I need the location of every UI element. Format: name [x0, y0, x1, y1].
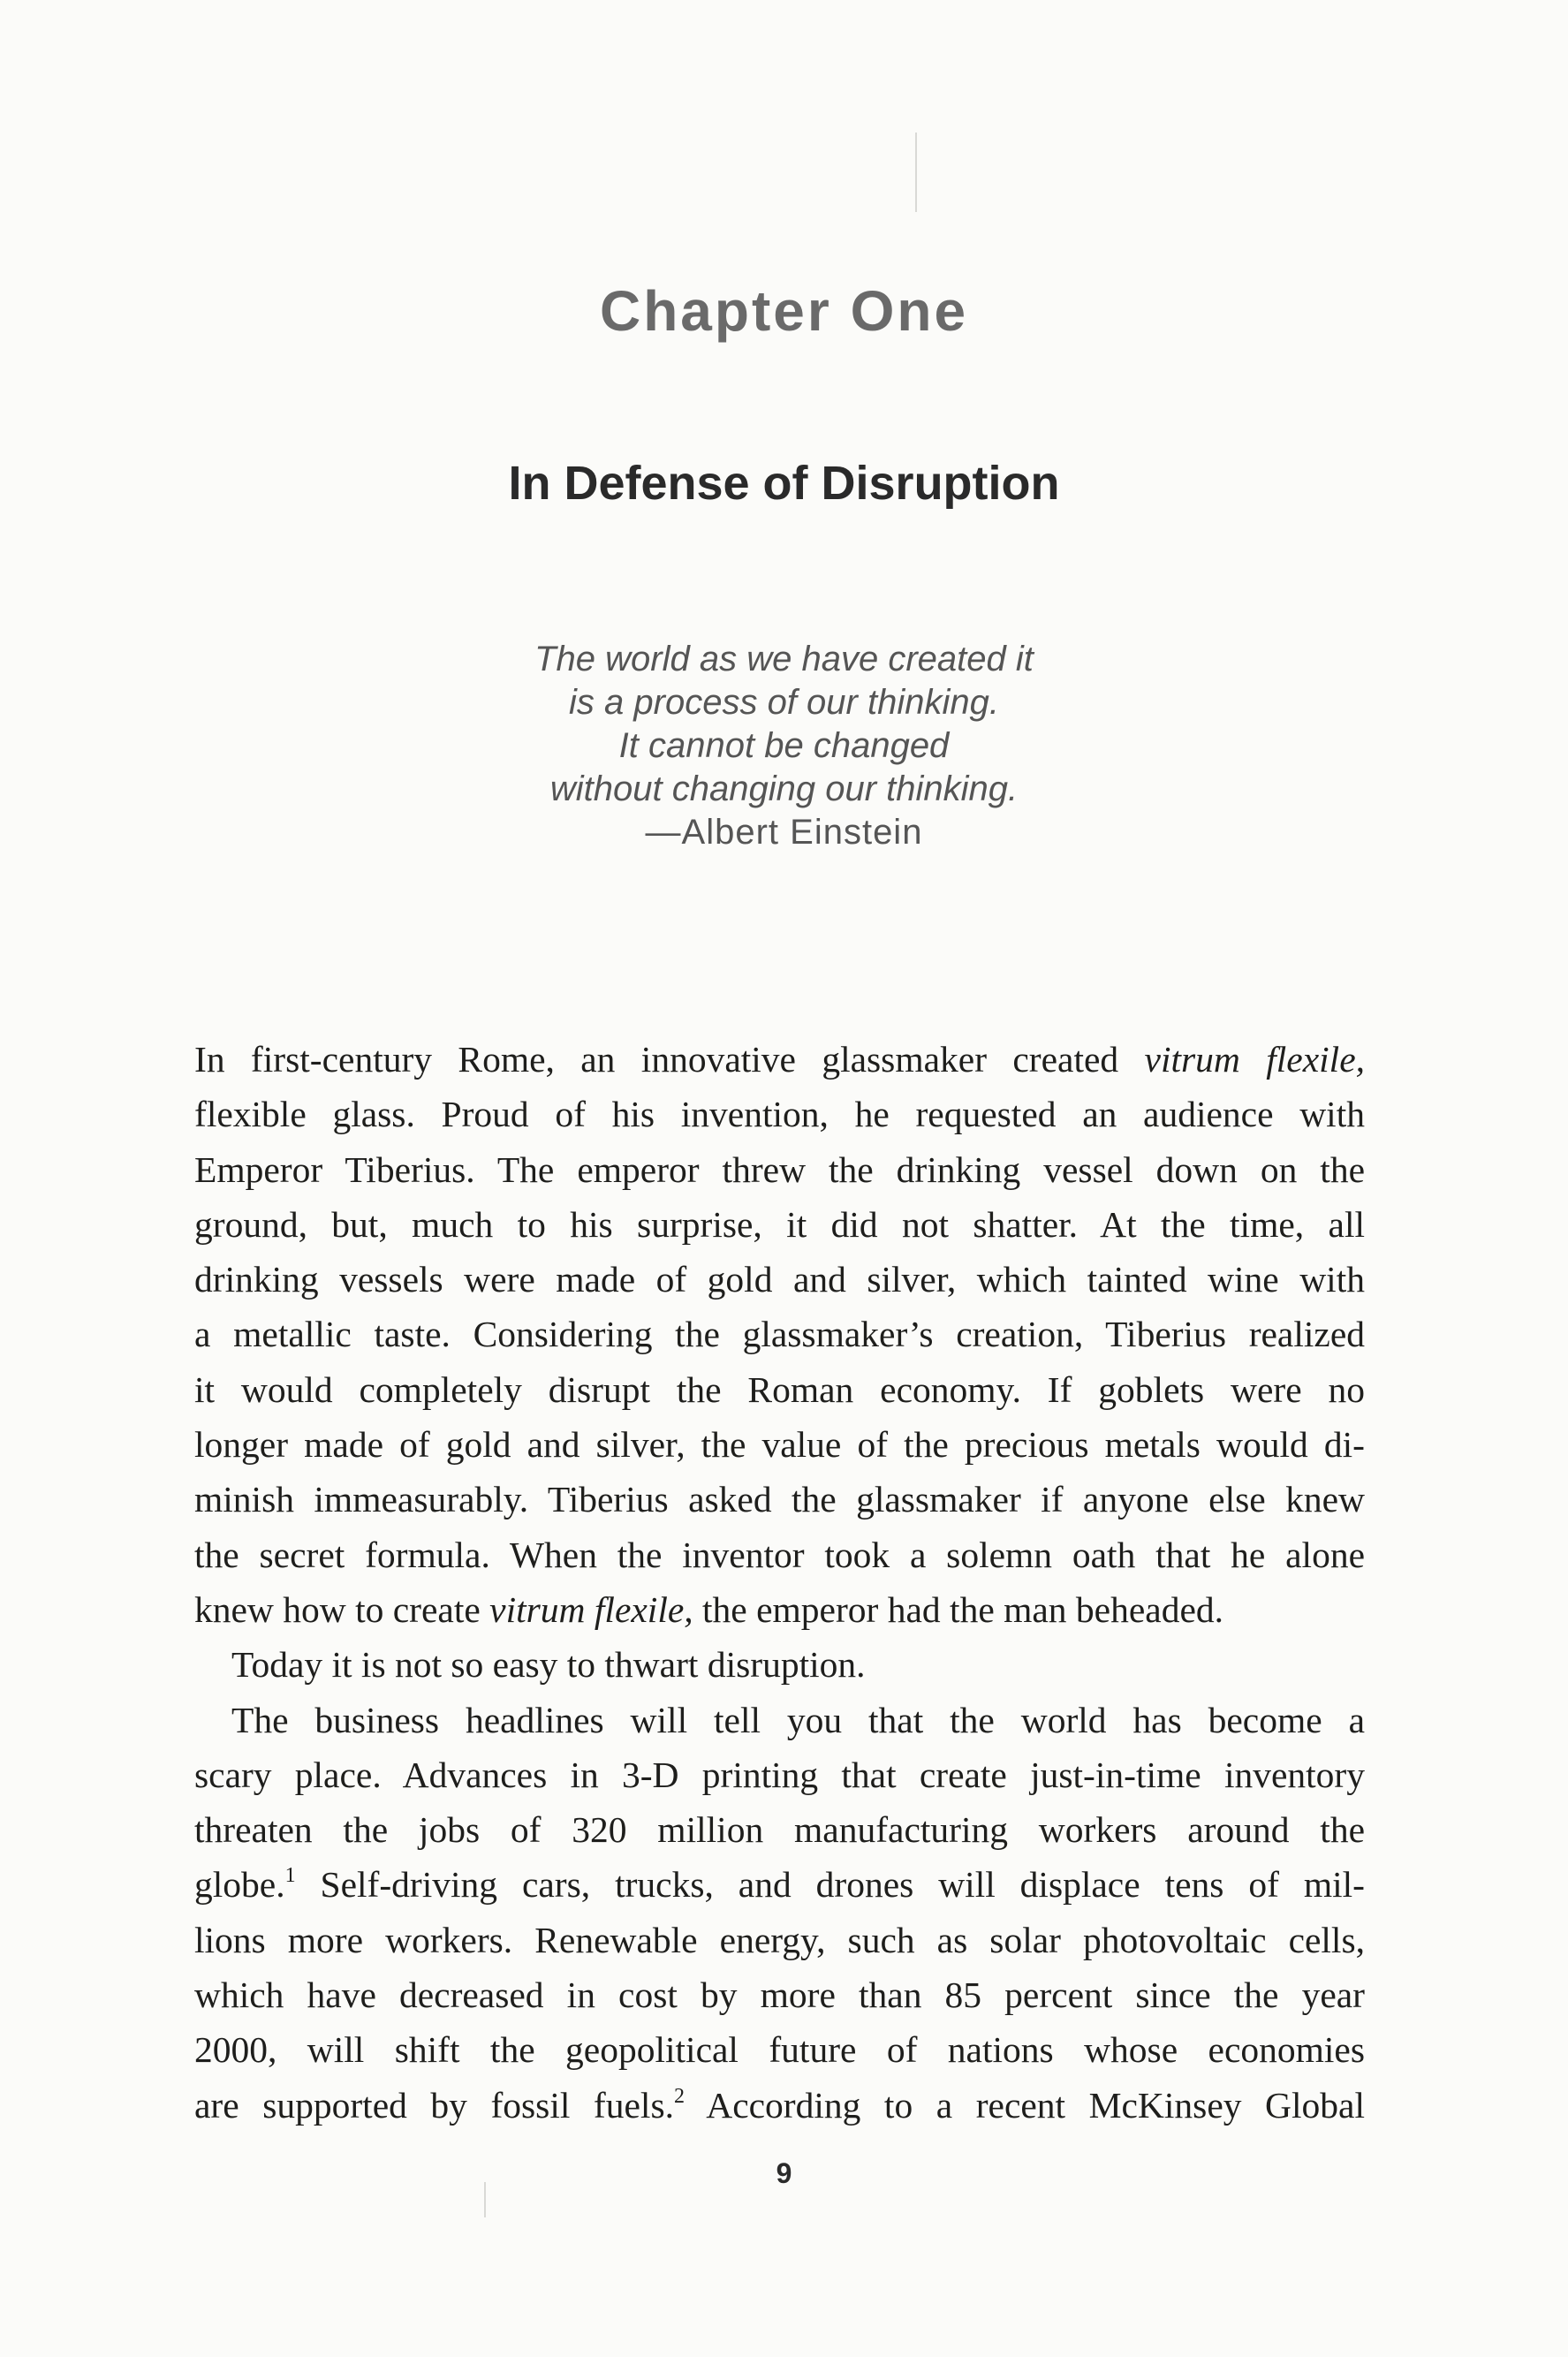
body-line: ground, but, much to his surprise, it did not shatter. At the time, all: [194, 1203, 1365, 1245]
epigraph-line: The world as we have created it: [534, 640, 1034, 678]
body-line: In first-century Rome, an innovative glassmaker created vitrum flexile,: [194, 1039, 1365, 1080]
body-line: are supported by fossil fuels.$^2$ According to a recent McKinsey Global: [194, 2084, 1365, 2126]
footnote-marker: 1: [284, 1864, 296, 1888]
epigraph-line: It cannot be changed: [618, 726, 950, 765]
body-line: 2000, will shift the geopolitical future of nations whose economies: [194, 2029, 1365, 2071]
body-line: flexible glass. Proud of his invention, he requested an audience with: [194, 1094, 1365, 1135]
body-line: drinking vessels were made of gold and silver, which tainted wine with: [194, 1259, 1365, 1300]
page-number: 9: [776, 2157, 792, 2189]
scan-artifact-line: [484, 2182, 486, 2217]
chapter-label: Chapter One: [599, 279, 969, 343]
body-line: longer made of gold and silver, the value of the precious metals would di-: [194, 1424, 1365, 1466]
body-line: Emperor Tiberius. The emperor threw the drinking vessel down on the: [194, 1148, 1365, 1190]
epigraph-line: is a process of our thinking.: [569, 683, 999, 722]
epigraph-attribution: —Albert Einstein: [645, 813, 923, 852]
body-line: the secret formula. When the inventor took a solemn oath that he alone: [194, 1534, 1365, 1575]
emphasis-term: vitrum flexile,: [1144, 1039, 1365, 1080]
body-line: which have decreased in cost by more than 85 percent since the year: [194, 1974, 1365, 2016]
body-line: globe.$^1$ Self-driving cars, trucks, and drones will displace tens of mil-: [194, 1864, 1365, 1906]
chapter-title: In Defense of Disruption: [508, 457, 1060, 510]
scan-artifact-line: [915, 133, 917, 212]
body-line: knew how to create vitrum flexile, the emperor had the man beheaded.: [194, 1588, 1223, 1630]
epigraph: [0, 638, 1568, 854]
epigraph-line: without changing our thinking.: [549, 769, 1019, 808]
body-line: minish immeasurably. Tiberius asked the glassmaker if anyone else knew: [194, 1479, 1365, 1520]
body-line: a metallic taste. Considering the glassmaker’s creation, Tiberius realized: [194, 1314, 1365, 1355]
body-line: scary place. Advances in 3-D printing that create just-in-time inventory: [194, 1754, 1365, 1795]
emphasis-term: vitrum flexile,: [489, 1588, 693, 1630]
body-line: lions more workers. Renewable energy, such as solar photovoltaic cells,: [194, 1919, 1365, 1960]
body-line: The business headlines will tell you that the world has become a: [231, 1699, 1365, 1740]
footnote-marker: 2: [673, 2084, 685, 2108]
body-line: threaten the jobs of 320 million manufacturing workers around the: [194, 1809, 1365, 1851]
body-line: Today it is not so easy to thwart disruption.: [231, 1644, 866, 1686]
body-line: it would completely disrupt the Roman economy. If goblets were no: [194, 1368, 1365, 1410]
body-text: [194, 1032, 1365, 2133]
